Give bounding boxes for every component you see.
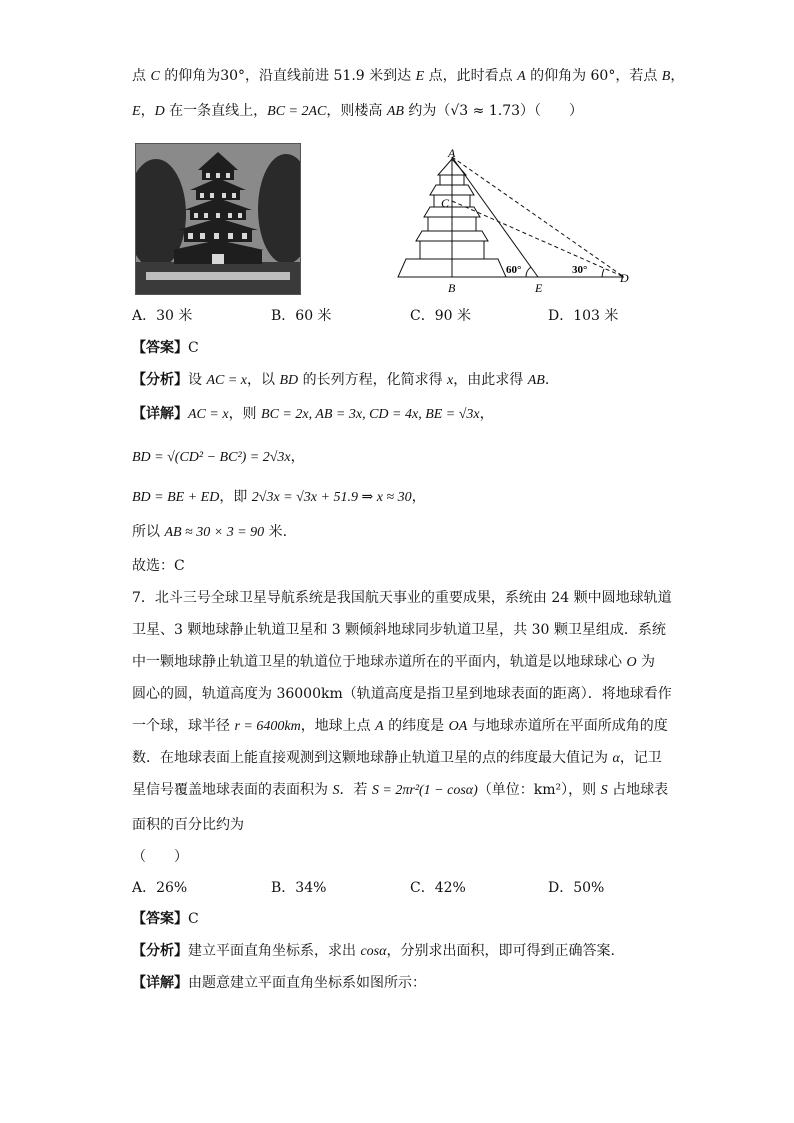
p7-line7 — [132, 780, 668, 801]
var: E — [132, 104, 141, 119]
var: A — [375, 719, 384, 734]
tower-photo-illustration — [136, 144, 300, 294]
p6-detail-line4 — [132, 522, 287, 543]
p7-option-d[interactable]: D．50% — [548, 880, 605, 896]
text: 为 — [636, 654, 656, 670]
answer-tag: 【答案】 — [132, 340, 188, 356]
p7-line6 — [132, 748, 662, 769]
text: ，以 — [247, 372, 280, 388]
text: （单位：km²），则 — [477, 782, 601, 798]
text: ，则楼高 — [326, 103, 387, 119]
var: D — [154, 104, 165, 119]
p7-option-b[interactable]: B．34% — [271, 880, 327, 896]
p6-stem-line2 — [132, 101, 583, 122]
label-A: A — [448, 146, 456, 160]
text: ．若 — [339, 782, 372, 798]
text: 在一条直线上， — [164, 103, 268, 119]
formula: BC = 2x, AB = 3x, CD = 4x, BE = √3x — [261, 407, 480, 422]
var: AB — [386, 104, 404, 119]
p6-detail-line3 — [132, 487, 426, 508]
label-E: E — [535, 281, 543, 295]
p7-line5 — [132, 716, 668, 737]
p6-stem-line1 — [132, 66, 684, 87]
var: α — [612, 751, 620, 766]
label-B: B — [448, 281, 456, 295]
formula: cosα — [360, 944, 387, 959]
p7-line8: 面积的百分比约为 — [132, 817, 244, 833]
text: 数．在地球表面上能直接观测到这颗地球静止轨道卫星的点的纬度最大值记为 — [132, 750, 613, 766]
analysis-tag: 【分析】 — [132, 943, 188, 959]
text: 的纬度是 — [383, 718, 449, 734]
p6-option-b[interactable]: B．60 米 — [271, 308, 332, 324]
formula: AC = x — [206, 373, 248, 388]
text: . — [544, 372, 550, 388]
p6-option-d[interactable]: D．103 米 — [548, 308, 619, 324]
formula: AB ≈ 30 × 3 = 90 — [164, 525, 265, 540]
var: C — [150, 69, 160, 84]
text: 约为（ — [403, 103, 451, 119]
formula: AB — [527, 373, 545, 388]
text: 与地球赤道所在平面所成角的度 — [467, 718, 668, 734]
text: ）（ ） — [520, 103, 584, 119]
var: S — [600, 783, 608, 798]
text: ，记卫 — [619, 750, 662, 766]
p6-detail-line2 — [132, 447, 305, 468]
var: A — [517, 69, 526, 84]
text: ， — [411, 489, 426, 505]
var: OA — [448, 719, 468, 734]
tower-geometry-diagram — [380, 145, 650, 295]
formula: AC = x — [188, 407, 229, 422]
text: 设 — [188, 372, 207, 388]
label-C: C — [441, 196, 450, 210]
text: ，地球上点 — [300, 718, 376, 734]
formula: S = 2πr²(1 − cosα) — [371, 783, 478, 798]
text: 的仰角为 60°，若点 — [525, 68, 662, 84]
tower-photo — [135, 143, 301, 295]
formula: BD = √(CD² − BC²) = 2√3x — [132, 450, 291, 465]
var: S — [332, 783, 340, 798]
formula: BD = BE + ED — [132, 490, 220, 505]
var: E — [415, 69, 425, 84]
p7-bracket: （ ） — [132, 849, 188, 865]
answer-value: C — [188, 340, 199, 356]
p7-option-c[interactable]: C．42% — [410, 880, 466, 896]
p7-line1: 7．北斗三号全球卫星导航系统是我国航天事业的重要成果，系统由 24 颗中圆地球轨道 — [132, 590, 672, 606]
label-angle-60: 60° — [506, 264, 522, 276]
text: ， — [290, 449, 305, 465]
formula: x — [447, 373, 454, 388]
formula: 2√3x = √3x + 51.9 ⇒ x ≈ 30 — [251, 490, 412, 505]
text: ， — [479, 406, 494, 422]
text: ，分别求出面积，即可得到正确答案. — [386, 943, 615, 959]
text: ， — [140, 103, 155, 119]
text: 的仰角为30°，沿直线前进 51.9 米到达 — [159, 68, 416, 84]
p7-analysis — [132, 941, 615, 962]
text: ，则 — [228, 406, 262, 422]
text: 占地球表 — [607, 782, 669, 798]
p6-answer — [132, 338, 199, 358]
p6-option-c[interactable]: C．90 米 — [410, 308, 471, 324]
p7-line3 — [132, 652, 655, 673]
var: B — [661, 69, 671, 84]
text: 所以 — [132, 524, 165, 540]
text: 的长列方程，化简求得 — [298, 372, 448, 388]
text: 建立平面直角坐标系，求出 — [188, 943, 361, 959]
text: 米. — [264, 524, 288, 540]
p7-detail — [132, 973, 426, 993]
text: ，即 — [219, 489, 252, 505]
analysis-tag: 【分析】 — [132, 372, 188, 388]
formula: BD — [279, 373, 299, 388]
text: 由题意建立平面直角坐标系如图所示： — [188, 975, 426, 991]
text: 中一颗地球静止轨道卫星的轨道位于地球赤道所在的平面内，轨道是以地球球心 — [132, 654, 627, 670]
label-D: D — [620, 271, 629, 285]
p7-line2: 卫星、3 颗地球静止轨道卫星和 3 颗倾斜地球同步轨道卫星，共 30 颗卫星组成．系统 — [132, 622, 666, 638]
text: 一个球，球半径 — [132, 718, 235, 734]
p6-option-a[interactable]: A．30 米 — [132, 308, 193, 324]
p7-option-a[interactable]: A．26% — [132, 880, 188, 896]
label-angle-30: 30° — [572, 264, 588, 276]
text: ， — [670, 68, 685, 84]
var: O — [626, 655, 637, 670]
formula: r = 6400km — [234, 719, 301, 734]
detail-tag: 【详解】 — [132, 406, 188, 422]
p6-analysis — [132, 370, 549, 391]
text: ，由此求得 — [453, 372, 528, 388]
answer-value: C — [188, 911, 199, 927]
detail-tag: 【详解】 — [132, 975, 188, 991]
p7-answer — [132, 909, 199, 929]
p6-choose: 故选：C — [132, 558, 185, 574]
p7-line4: 圆心的圆，轨道高度为 36000km（轨道高度是指卫星到地球表面的距离）．将地球看作 — [132, 686, 672, 702]
formula: BC = 2AC — [267, 104, 327, 119]
text: 点 — [132, 68, 151, 84]
p6-detail-line1 — [132, 404, 494, 425]
text: 点，此时看点 — [424, 68, 518, 84]
formula: √3 ≈ 1.73 — [450, 103, 521, 119]
answer-tag: 【答案】 — [132, 911, 188, 927]
text: 星信号覆盖地球表面的表面积为 — [132, 782, 333, 798]
